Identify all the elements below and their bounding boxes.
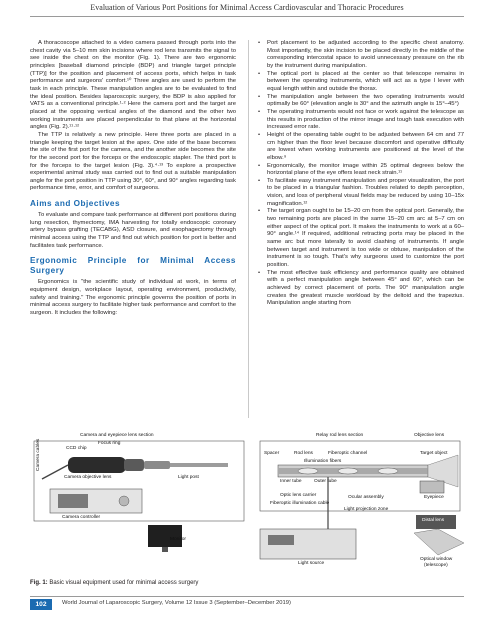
aims-paragraph: To evaluate and compare task performance at different port positions during lung resection, thymectomy, IMA harvesting for totally endoscopic coronary artery bypass grafting (TECABG), ASD closure, and esophagectomy through minimal access using the TTP and find out which position for port is better and facilitates task performance. — [30, 212, 236, 249]
label-fiberoptic-illumination-cable: Fiberoptic illumination cable — [270, 501, 330, 506]
label-light-projection-zone: Light projection zone — [344, 507, 389, 512]
ergonomic-paragraph: Ergonomics is "the scientific study of individual at work, in terms of equipment design, workplace layout, operating environment, productivity, safety and training." The ergonomic principle governs the position of ports in minimal access surgery to facilitate higher task performance and comfort to the surgeon. It includes the following: — [30, 279, 236, 317]
column-divider — [248, 40, 249, 418]
intro-paragraph-1: A thoracoscope attached to a video camera passed through ports into the chest cavity via 5–10 mm skin incisions where rod lens transmits the signal to see inside the chest on the monitor (Fig. 1). There are two ergonomic principles [baseball diamond principle (BDP) and triangle target principle (TTP)] for the position and placement of access ports, which helps in task performance and surgeons' comfort.¹⁰ Three angles are used to perform the task in each principle. These manipulation angles are to be evaluated to find the ideal position. Besides laparoscopic surgery, the BDP is also applied for VATS as a conventional principle.¹·² Here the camera port and the target are placed at the opposing vertical angles of the diamond and the other two working instruments are placed perpendicular to that plane at the horizontal angles (Fig. 2).¹¹·¹² — [30, 40, 236, 131]
list-item: • Port placement to be adjusted according to the specific chest anatomy. Most importantly, the skin incision to be placed directly in the middle of the corresponding intercostal space to avoid unnecessary pressure on the rib by the instrument during manipulation. — [258, 40, 464, 71]
figure-caption — [30, 580, 198, 586]
caption-label: Fig. 1: — [30, 580, 48, 586]
label-objective-lens: Objective lens — [414, 433, 445, 438]
list-item: • Ergonomically, the monitor image within 25 optimal degrees below the horizontal plane of the eye offers least neck strain.¹¹ — [258, 163, 464, 178]
label-focus-ring: Focus ring — [98, 441, 121, 446]
caption-text: Basic visual equipment used for minimal access surgery — [49, 580, 199, 586]
label-monitor: Monitor — [170, 537, 186, 542]
list-item: • Height of the operating table ought to be adjusted between 64 cm and 77 cm higher than the floor level because discomfort and operative difficulty are lowest when working instruments are positioned at the level of the elbow.⁹ — [258, 132, 464, 163]
camera-head-shape — [68, 457, 126, 473]
list-item: • The manipulation angle between the two operating instruments would optimally be 60° (elevation angle is 30° and the azimuth angle is 15°–45°) — [258, 94, 464, 109]
eyepiece-shape — [420, 481, 444, 493]
label-optic-lens-carrier: Optic lens carrier — [280, 493, 317, 498]
label-inner-tube: Inner tube — [280, 479, 302, 484]
label-camera-cables: Camera cables — [36, 438, 41, 471]
ergonomic-heading: Ergonomic Principle for Minimal Access Surgery — [30, 256, 236, 276]
label-rod-lens: Rod lens — [294, 451, 313, 456]
right-column — [258, 40, 464, 308]
label-illumination-fibers: Illumination fibers — [304, 459, 342, 464]
monitor-stand — [162, 547, 168, 552]
intro-paragraph-2: The TTP is relatively a new principle. Here three ports are placed in a triangle keeping the target lesion at the apex. One side of the base becomes the site of the first port for the camera, and the another side becomes the site for the second port for the forceps or the endoscopic stapler. The third port is for the forceps to the target lesion (Fig. 3).⁴·¹³ To explore a prospective experimental animal study was carried out to find out a suitable manipulation angle for the port position in TTP using 30°, 60°, and 90° angles regarding task performance time, error, and comfort of surgeons. — [30, 131, 236, 192]
camera-head-ring — [124, 459, 144, 471]
list-item: • The operating instruments would not face or work against the telescope as this results in production of the mirror image and tough task execution with increased error rate. — [258, 109, 464, 132]
label-ccd-chip: CCD chip — [66, 446, 87, 451]
label-light-post: Light post — [178, 475, 199, 480]
optical-window-shape — [414, 529, 464, 555]
rod-lens-shape — [298, 468, 318, 474]
label-light-source: Light source — [298, 561, 325, 566]
label-camera-eyepiece-section: Camera and eyepiece lens section — [80, 433, 154, 438]
label-camera-controller: Camera controller — [62, 515, 101, 520]
monitor-shape — [148, 525, 182, 547]
list-item: • The optical port is placed at the center so that telescope remains in between the operating instruments, which will act as a type I lever with equal length within and outside the thorax. — [258, 71, 464, 94]
aims-heading: Aims and Objectives — [30, 199, 121, 209]
header-rule — [30, 16, 464, 17]
controller-knob — [119, 496, 129, 506]
label-target-object: Target object — [420, 451, 448, 456]
label-distal-lens: Distal lens — [422, 518, 445, 523]
telescope-shaft — [170, 463, 228, 467]
left-column — [30, 40, 236, 318]
light-source-display — [268, 535, 294, 545]
list-item: • The target organ ought to be 15–20 cm from the optical port. Generally, the two remaining ports are placed in the same 15–20 cm arc at 5–7 cm on either aspect of the optical port. It makes the instruments to work at a 60–90° angle.¹⁴ If required, additional retracting ports may be placed in the same arc but more laterally to avoid clashing of instruments. If angle between target and instrument is too wide or obtuse, manipulation of the instrument is so tough. That's why surgeons used to customize the port position. — [258, 208, 464, 269]
label-relay-rod-lens-section: Relay rod lens section — [316, 433, 364, 438]
coupler-shape — [144, 461, 170, 469]
label-ocular-assembly: Ocular assembly — [348, 495, 384, 500]
controller-screen — [58, 494, 88, 508]
label-spacer: Spacer — [264, 451, 280, 456]
label-camera-objective-lens: Camera objective lens — [64, 475, 112, 480]
running-header: Evaluation of Various Port Positions for Minimal Access Cardiovascular and Thoracic Procedures — [90, 3, 404, 12]
principle-list — [258, 40, 464, 308]
list-item: • To facilitate easy instrument manipulation and proper visualization, the port to be placed in a triangular fashion. Troubles related to depth perception, vision, and loss of peripheral visual fields may be reduced by using 10–15x magnification.¹² — [258, 178, 464, 209]
footer-rule — [30, 596, 464, 597]
page-number: 102 — [30, 599, 52, 610]
label-telescope: (telescope) — [424, 563, 448, 568]
figure-1-drawing — [28, 433, 466, 575]
list-item: • The most effective task efficiency and performance quality are obtained with a perfect manipulation angle between 45° and 60°, which can be achieved by correct placement of ports. The 90° manipulation angle creates the greatest muscle workload by the deltoid and the trapezius. Manipulation angle starting from — [258, 270, 464, 308]
label-optical-window: Optical window — [420, 557, 453, 562]
figure-1 — [28, 433, 466, 575]
label-fiberoptic-channel: Fiberoptic channel — [328, 451, 368, 456]
rod-lens-shape-3 — [378, 468, 398, 474]
journal-footer: World Journal of Laparoscopic Surgery, Volume 12 Issue 3 (September–December 2019) — [62, 600, 291, 606]
label-eyepiece: Eyepiece — [424, 495, 444, 500]
label-outer-tube: Outer tube — [314, 479, 337, 484]
rod-lens-shape-2 — [338, 468, 358, 474]
